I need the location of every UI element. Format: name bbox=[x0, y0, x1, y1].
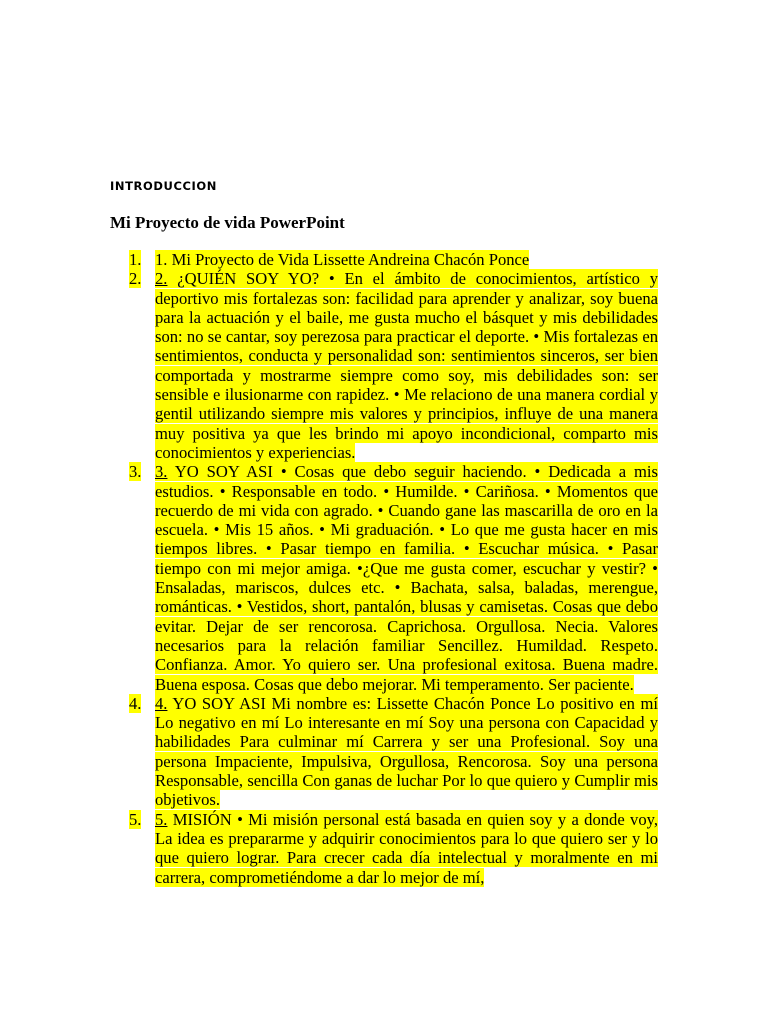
list-item bbox=[110, 269, 658, 462]
highlighted-text bbox=[155, 462, 658, 693]
list-number-text: 5. bbox=[129, 809, 142, 829]
list-number bbox=[110, 250, 155, 269]
list-number-text: 2. bbox=[129, 269, 142, 289]
list-item bbox=[110, 250, 658, 269]
highlighted-text bbox=[155, 250, 529, 269]
list-item bbox=[110, 694, 658, 810]
highlighted-text bbox=[155, 269, 658, 462]
item-link[interactable]: 2. bbox=[155, 269, 168, 289]
section-label: INTRODUCCION bbox=[110, 179, 218, 193]
highlighted-text bbox=[155, 810, 658, 887]
list-number bbox=[110, 694, 155, 713]
list-number-text: 3. bbox=[129, 462, 142, 482]
list-item-body bbox=[155, 269, 658, 462]
list-number bbox=[110, 462, 155, 481]
item-text: 1. Mi Proyecto de Vida Lissette Andreina Chacón Ponce bbox=[155, 250, 530, 269]
list-item-body bbox=[155, 250, 658, 269]
list-item-body bbox=[155, 810, 658, 887]
list-item bbox=[110, 462, 658, 694]
list-item-body bbox=[155, 694, 658, 810]
item-link[interactable]: 4. bbox=[155, 693, 168, 713]
numbered-list bbox=[110, 250, 658, 887]
item-link[interactable]: 5. bbox=[155, 809, 168, 829]
highlighted-text bbox=[155, 694, 658, 809]
document-title: Mi Proyecto de vida PowerPoint bbox=[110, 213, 345, 232]
item-link[interactable]: 3. bbox=[155, 462, 168, 482]
list-number-text: 4. bbox=[129, 693, 142, 713]
item-text: YO SOY ASI • Cosas que debo seguir haciendo. • Dedicada a mis estudios. • Responsable en todo. • Humilde. • Cariñosa. • Momentos que recuerdo de mi vida con agrado. • Cuando gane las mascarilla de oro en la escuela. • Mis 15 años. • Mi graduación. • Lo que me gusta hacer en mis tiempos libres. • Pasar tiempo en familia. • Escuchar música. • Pasar tiempo con mi mejor amiga. •¿Que me gusta comer, escuchar y vestir? • Ensaladas, mariscos, dulces etc. • Bachata, salsa, baladas, merengue, románticas. • Vestidos, short, pantalón, blusas y camisetas. Cosas que debo evitar. Dejar de ser rencorosa. Caprichosa. Orgullosa. Necia. Valores necesarios para la relación familiar Sencillez. Humildad. Respeto. Confianza. Amor. Yo quiero ser. Una profesional exitosa. Buena madre. Buena esposa. Cosas que debo mejorar. Mi temperamento. Ser paciente. bbox=[155, 462, 658, 694]
list-number-text: 1. bbox=[129, 250, 142, 269]
item-text: ¿QUIÉN SOY YO? • En el ámbito de conocimientos, artístico y deportivo mis fortalezas son: facilidad para aprender y analizar, soy buena para la actuación y el baile, me gusta mucho el básquet y mis debilidades son: no se cantar, soy perezosa para practicar el deporte. • Mis fortalezas en sentimientos, conducta y personalidad son: sentimientos sinceros, ser bien comportada y mostrarme siempre como soy, mis debilidades son: ser sensible e ilusionarme con rapidez. • Me relaciono de una manera cordial y gentil utilizando siempre mis valores y principios, influye de una manera muy positiva ya que les brindo mi apoyo incondicional, comparto mis conocimientos y experiencias. bbox=[155, 269, 658, 462]
item-text: YO SOY ASI Mi nombre es: Lissette Chacón Ponce Lo positivo en mí Lo negativo en mí Lo interesante en mí Soy una persona con Capacidad y habilidades Para culminar mí Carrera y ser una Profesional. Soy una persona Impaciente, Impulsiva, Orgullosa, Rencorosa. Soy una persona Responsable, sencilla Con ganas de luchar Por lo que quiero y Cumplir mis objetivos. bbox=[155, 693, 658, 810]
list-number bbox=[110, 269, 155, 288]
item-text: MISIÓN • Mi misión personal está basada en quien soy y a donde voy, La idea es prepararme y adquirir conocimientos para lo que quiero ser y lo que quiero lograr. Para crecer cada día intelectual y moralmente en mi carrera, comprometiéndome a dar lo mejor de mí, bbox=[155, 809, 658, 887]
list-item bbox=[110, 810, 658, 887]
list-item-body bbox=[155, 462, 658, 694]
list-number bbox=[110, 810, 155, 829]
